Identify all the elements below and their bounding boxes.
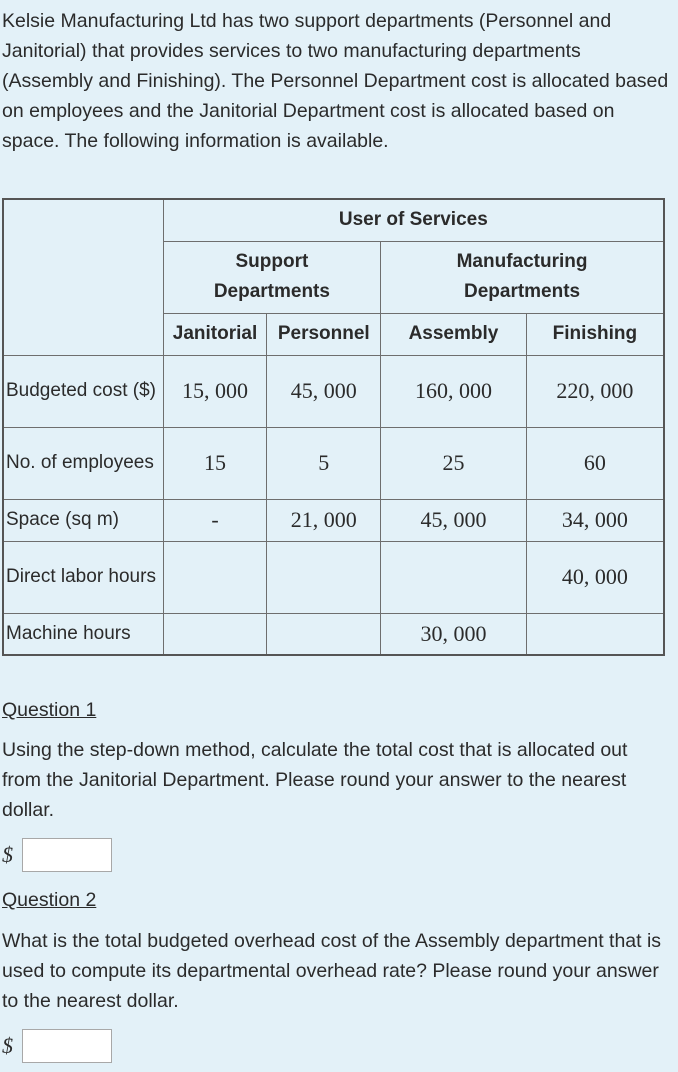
table-cell xyxy=(526,613,664,655)
question-2-title: Question 2 xyxy=(2,889,97,911)
table-cell xyxy=(163,613,267,655)
column-header-janitorial: Janitorial xyxy=(163,313,267,355)
table-row-space xyxy=(3,499,664,541)
intro-paragraph: Kelsie Manufacturing Ltd has two support departments (Personnel and Janitorial) that provides services to two manufacturing departments (Assembly and Finishing). The Personnel Department cost is allocated based on employees and the Janitorial Department cost is allocated based on space. The following information is available. xyxy=(2,10,669,152)
question-1-text: Using the step-down method, calculate the total cost that is allocated out from the Janitorial Department. Please round your answer to the nearest dollar. xyxy=(2,739,628,821)
column-header-assembly: Assembly xyxy=(381,313,527,355)
table-cell: - xyxy=(163,499,267,541)
table-cell: 160, 000 xyxy=(381,355,527,427)
row-label: Machine hours xyxy=(3,613,163,655)
row-label: Space (sq m) xyxy=(3,499,163,541)
table-cell: 45, 000 xyxy=(381,499,527,541)
support-departments-header: Support Departments xyxy=(163,241,380,313)
question-2-answer xyxy=(2,1028,112,1064)
table-cell: 5 xyxy=(267,427,381,499)
table-row-machine-hours xyxy=(3,613,664,655)
table-cell: 60 xyxy=(526,427,664,499)
cost-allocation-table xyxy=(2,198,665,656)
table-cell xyxy=(381,541,527,613)
question-2-answer-input[interactable] xyxy=(22,1029,112,1063)
table-cell: 25 xyxy=(381,427,527,499)
table-cell: 30, 000 xyxy=(381,613,527,655)
question-1-answer-input[interactable] xyxy=(22,838,112,872)
table-cell: 15, 000 xyxy=(163,355,267,427)
row-label: No. of employees xyxy=(3,427,163,499)
dollar-sign: $ xyxy=(2,842,13,867)
table-cell: 34, 000 xyxy=(526,499,664,541)
dollar-sign: $ xyxy=(2,1033,13,1058)
question-1-title: Question 1 xyxy=(2,699,97,721)
table-cell: 220, 000 xyxy=(526,355,664,427)
table-corner-cell xyxy=(3,199,163,355)
table-cell: 21, 000 xyxy=(267,499,381,541)
row-label: Direct labor hours xyxy=(3,541,163,613)
table-cell: 15 xyxy=(163,427,267,499)
column-header-personnel: Personnel xyxy=(267,313,381,355)
table-row-direct-labor-hours xyxy=(3,541,664,613)
row-label: Budgeted cost ($) xyxy=(3,355,163,427)
question-2-text: What is the total budgeted overhead cost of the Assembly department that is used to compute its departmental overhead rate? Please round your answer to the nearest dollar. xyxy=(2,930,662,1012)
user-of-services-header: User of Services xyxy=(163,199,664,241)
manufacturing-departments-header: Manufacturing Departments xyxy=(381,241,664,313)
table-cell: 40, 000 xyxy=(526,541,664,613)
column-header-finishing: Finishing xyxy=(526,313,664,355)
table-cell xyxy=(163,541,267,613)
table-row-employees xyxy=(3,427,664,499)
table-cell xyxy=(267,613,381,655)
question-1-answer xyxy=(2,837,112,873)
table-cell: 45, 000 xyxy=(267,355,381,427)
table-cell xyxy=(267,541,381,613)
table-row-budgeted-cost xyxy=(3,355,664,427)
